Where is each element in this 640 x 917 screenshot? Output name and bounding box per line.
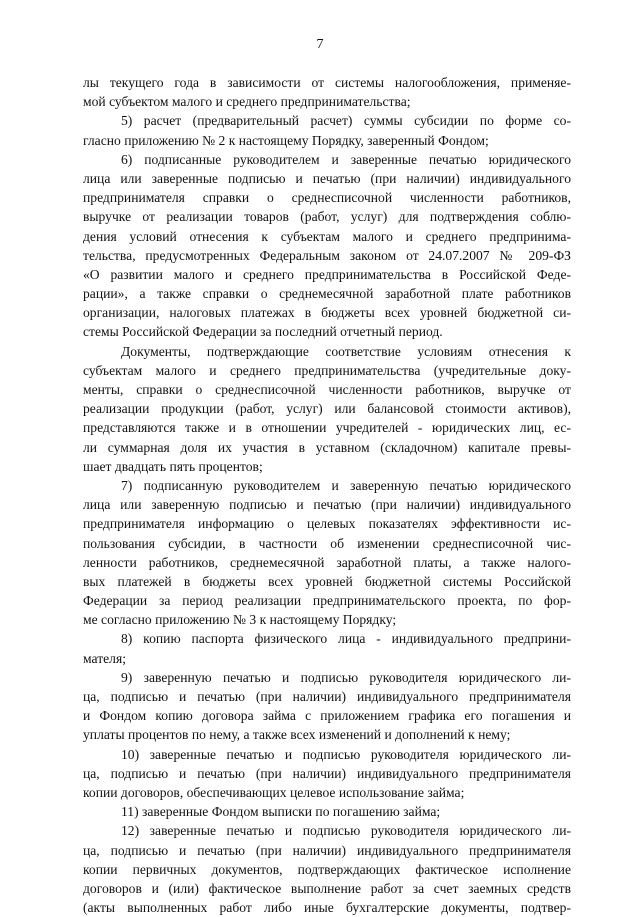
- page-number: 7: [316, 37, 324, 52]
- text-line: пользования субсидии, в частности об изменении среднесписочной чис-: [83, 535, 571, 551]
- text-line: лица или заверенные подписью и печатью (при наличии) индивидуального: [83, 170, 571, 186]
- text-line: выручке от реализации товаров (работ, услуг) для подтверждения соблю-: [83, 209, 571, 225]
- text-line: 12) заверенные печатью и подписью руководителя юридического ли-: [121, 823, 571, 839]
- text-line: рации», а также справки о среднемесячной заработной плате работников: [83, 286, 571, 302]
- text-line: стемы Российской Федерации за последний отчетный период.: [83, 324, 443, 340]
- text-line: Документы, подтверждающие соответствие условиям отнесения к: [121, 343, 571, 359]
- text-line: ме согласно приложению № 3 к настоящему Порядку;: [83, 612, 397, 628]
- text-line: 10) заверенные печатью и подписью руководителя юридического ли-: [121, 746, 571, 762]
- text-line: 8) копию паспорта физического лица - индивидуального предприни-: [121, 631, 571, 647]
- text-line: ца, подписью и печатью (при наличии) индивидуального предпринимателя: [83, 765, 571, 781]
- text-line: мой субъектом малого и среднего предпринимательства;: [83, 94, 411, 110]
- text-line: и Фондом копию договора займа с приложением графика его погашения и: [83, 708, 571, 724]
- text-line: шает двадцать пять процентов;: [83, 458, 263, 474]
- text-line: копии первичных документов, подтверждающих фактическое исполнение: [83, 861, 571, 877]
- text-line: (акты выполненных работ либо иные бухгалтерские документы, подтвер-: [83, 900, 571, 916]
- text-line: 9) заверенную печатью и подписью руководителя юридического ли-: [121, 669, 571, 685]
- text-line: копии договоров, обеспечивающих целевое использование займа;: [83, 784, 465, 800]
- text-line: уплаты процентов по нему, а также всех изменений и дополнений к нему;: [83, 727, 511, 743]
- text-line: реализации продукции (работ, услуг) или балансовой стоимости активов),: [83, 401, 571, 417]
- text-line: лы текущего года в зависимости от системы налогообложения, применяе-: [83, 75, 571, 90]
- text-line: 7) подписанную руководителем и заверенную печатью юридического: [121, 477, 571, 493]
- document-body: [83, 73, 571, 917]
- text-line: договоров и (или) фактическое выполнение работ за счет заемных средств: [83, 880, 571, 896]
- text-line: ца, подписью и печатью (при наличии) индивидуального предпринимателя: [83, 842, 571, 858]
- text-line: тельства, предусмотренных Федеральным законом от 24.07.2007 № 209-ФЗ: [83, 247, 571, 263]
- text-line: ли суммарная доля их участия в уставном (складочном) капитале превы-: [83, 439, 571, 455]
- text-line: 11) заверенные Фондом выписки по погашению займа;: [121, 804, 441, 820]
- text-line: вых платежей в бюджеты всех уровней бюджетной системы Российской: [83, 573, 571, 589]
- text-line: Федерации за период реализации предпринимательского проекта, по фор-: [83, 593, 571, 609]
- text-line: 6) подписанные руководителем и заверенные печатью юридического: [121, 151, 571, 167]
- text-line: дения условий отнесения к субъектам малого и среднего предпринима-: [83, 228, 571, 244]
- text-line: менты, справки о среднесписочной численности работников, выручке от: [83, 382, 571, 397]
- text-line: предпринимателя справки о среднесписочной численности работников,: [83, 190, 571, 206]
- text-line: 5) расчет (предварительный расчет) суммы субсидии по форме со-: [121, 113, 571, 129]
- text-line: мателя;: [83, 650, 126, 666]
- text-line: субъектам малого и среднего предпринимательства (учредительные доку-: [83, 362, 571, 378]
- text-line: гласно приложению № 2 к настоящему Порядку, заверенный Фондом;: [83, 132, 489, 148]
- text-line: организации, налоговых платежах в бюджеты всех уровней бюджетной си-: [83, 305, 571, 321]
- text-line: ца, подписью и печатью (при наличии) индивидуального предпринимателя: [83, 689, 571, 704]
- text-line: ленности работников, среднемесячной заработной платы, а также налого-: [83, 554, 571, 570]
- text-line: лица или заверенную подписью и печатью (при наличии) индивидуального: [83, 497, 571, 513]
- text-line: «О развитии малого и среднего предпринимательства в Российской Феде-: [83, 266, 571, 282]
- text-line: представляются также и в отношении учредителей - юридических лиц, ес-: [83, 420, 571, 436]
- text-line: предпринимателя информацию о целевых показателях эффективности ис-: [83, 516, 571, 532]
